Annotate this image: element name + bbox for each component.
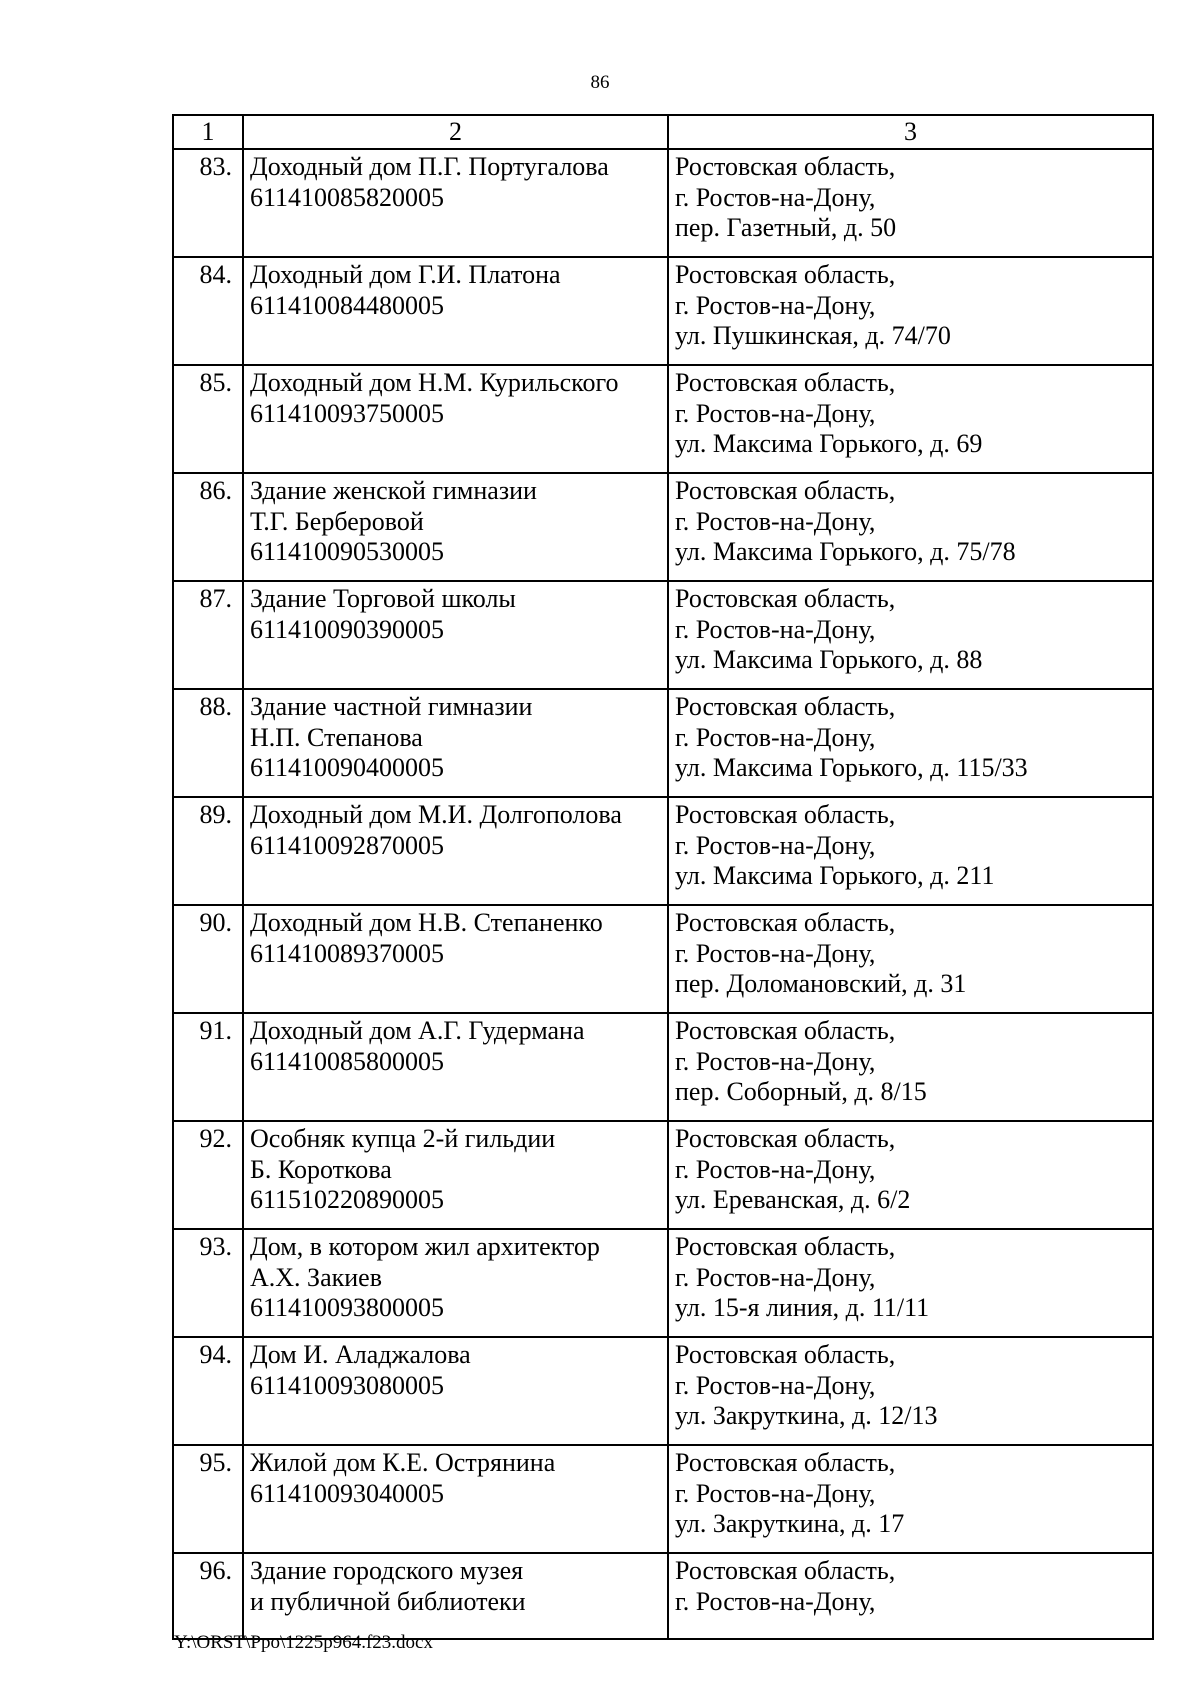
object-address-cell — [668, 905, 1153, 1013]
object-address-line: Ростовская область, — [675, 1556, 896, 1585]
page-number: 86 — [590, 72, 610, 93]
object-name-line: Дом И. Аладжалова — [250, 1340, 471, 1369]
object-name-line: Здание Торговой школы — [250, 584, 516, 613]
object-name-line: 611410093080005 — [250, 1370, 445, 1400]
row-number: 93. — [173, 1229, 243, 1337]
object-name-line: 611410085800005 — [250, 1046, 445, 1076]
table-header-row — [173, 115, 1153, 149]
object-address-line: Ростовская область, — [675, 1448, 896, 1477]
object-address-line: ул. Закруткина, д. 17 — [675, 1509, 905, 1538]
objects-table — [172, 114, 1154, 1640]
object-address-line: г. Ростов-на-Дону, — [675, 182, 876, 212]
object-name-line: Здание женской гимназии — [250, 476, 537, 505]
object-address-line: ул. Максима Горького, д. 211 — [675, 861, 995, 890]
object-name-line: А.Х. Закиев — [250, 1262, 382, 1292]
object-name-cell — [243, 365, 668, 473]
object-address-line: г. Ростов-на-Дону, — [675, 938, 876, 968]
object-name-cell — [243, 1337, 668, 1445]
row-number: 85. — [173, 365, 243, 473]
table-row — [173, 1553, 1153, 1639]
table-row — [173, 1013, 1153, 1121]
object-name-cell — [243, 149, 668, 257]
row-number: 88. — [173, 689, 243, 797]
row-number: 83. — [173, 149, 243, 257]
table-row — [173, 365, 1153, 473]
object-name-line: Дом, в котором жил архитектор — [250, 1232, 600, 1261]
footer-file-path: Y:\ORST\Ppo\1225p964.f23.docx — [174, 1632, 433, 1653]
object-address-line: г. Ростов-на-Дону, — [675, 1154, 876, 1184]
object-address-line: Ростовская область, — [675, 1124, 896, 1153]
object-address-line: Ростовская область, — [675, 692, 896, 721]
object-name-line: Здание частной гимназии — [250, 692, 533, 721]
object-name-line: Здание городского музея — [250, 1556, 524, 1585]
object-name-cell — [243, 689, 668, 797]
object-address-line: ул. Максима Горького, д. 88 — [675, 645, 983, 674]
object-name-line: Доходный дом Н.М. Курильского — [250, 368, 619, 397]
object-name-line: 611410090530005 — [250, 537, 445, 566]
object-name-cell — [243, 1229, 668, 1337]
row-number: 86. — [173, 473, 243, 581]
object-name-cell — [243, 581, 668, 689]
object-address-line: г. Ростов-на-Дону, — [675, 290, 876, 320]
object-name-line: Доходный дом Г.И. Платона — [250, 260, 561, 289]
object-address-line: ул. Пушкинская, д. 74/70 — [675, 321, 951, 350]
object-name-cell — [243, 1013, 668, 1121]
table-row — [173, 905, 1153, 1013]
object-name-line: Жилой дом К.Е. Острянина — [250, 1448, 556, 1477]
row-number: 84. — [173, 257, 243, 365]
object-address-line: г. Ростов-на-Дону, — [675, 1370, 876, 1400]
object-address-cell — [668, 1553, 1153, 1639]
object-address-line: Ростовская область, — [675, 1016, 896, 1045]
object-address-line: г. Ростов-на-Дону, — [675, 1478, 876, 1508]
object-name-cell — [243, 1553, 668, 1639]
header-cell-2: 2 — [243, 115, 668, 149]
object-address-line: ул. Максима Горького, д. 69 — [675, 429, 983, 458]
table-row — [173, 257, 1153, 365]
object-address-cell — [668, 1337, 1153, 1445]
object-name-cell — [243, 257, 668, 365]
object-address-line: ул. Закруткина, д. 12/13 — [675, 1401, 938, 1430]
object-address-cell — [668, 581, 1153, 689]
table-row — [173, 149, 1153, 257]
table-row — [173, 689, 1153, 797]
object-address-cell — [668, 257, 1153, 365]
row-number: 94. — [173, 1337, 243, 1445]
object-name-cell — [243, 797, 668, 905]
object-name-cell — [243, 1445, 668, 1553]
object-name-line: 611410093040005 — [250, 1478, 445, 1508]
object-name-line: 611410090390005 — [250, 614, 445, 644]
object-address-line: пер. Газетный, д. 50 — [675, 213, 897, 242]
object-address-line: г. Ростов-на-Дону, — [675, 1262, 876, 1292]
header-cell-3: 3 — [668, 115, 1153, 149]
object-address-line: г. Ростов-на-Дону, — [675, 1046, 876, 1076]
table-row — [173, 1445, 1153, 1553]
header-cell-1: 1 — [173, 115, 243, 149]
object-address-line: ул. Максима Горького, д. 75/78 — [675, 537, 1016, 566]
table-row — [173, 1337, 1153, 1445]
object-address-line: ул. Ереванская, д. 6/2 — [675, 1185, 911, 1214]
object-address-line: Ростовская область, — [675, 152, 896, 181]
object-address-cell — [668, 797, 1153, 905]
object-address-cell — [668, 1121, 1153, 1229]
object-name-cell — [243, 1121, 668, 1229]
object-address-line: Ростовская область, — [675, 908, 896, 937]
object-address-line: г. Ростов-на-Дону, — [675, 1586, 876, 1616]
object-name-line: Доходный дом П.Г. Португалова — [250, 152, 609, 181]
object-name-line: Н.П. Степанова — [250, 722, 423, 752]
object-address-line: ул. 15-я линия, д. 11/11 — [675, 1293, 930, 1322]
row-number: 95. — [173, 1445, 243, 1553]
object-address-line: Ростовская область, — [675, 800, 896, 829]
object-name-line: Т.Г. Берберовой — [250, 506, 424, 536]
object-address-line: г. Ростов-на-Дону, — [675, 614, 876, 644]
object-address-line: пер. Соборный, д. 8/15 — [675, 1077, 927, 1106]
row-number: 91. — [173, 1013, 243, 1121]
object-name-line: и публичной библиотеки — [250, 1586, 526, 1616]
object-address-line: ул. Максима Горького, д. 115/33 — [675, 753, 1028, 782]
row-number: 89. — [173, 797, 243, 905]
object-address-line: Ростовская область, — [675, 584, 896, 613]
row-number: 87. — [173, 581, 243, 689]
object-address-line: Ростовская область, — [675, 260, 896, 289]
object-name-line: 611410090400005 — [250, 753, 445, 782]
object-name-cell — [243, 473, 668, 581]
object-address-line: г. Ростов-на-Дону, — [675, 506, 876, 536]
table-row — [173, 581, 1153, 689]
object-name-line: Б. Короткова — [250, 1154, 392, 1184]
object-name-line: Доходный дом А.Г. Гудермана — [250, 1016, 585, 1045]
object-address-cell — [668, 473, 1153, 581]
table-row — [173, 1121, 1153, 1229]
object-name-line: 611410092870005 — [250, 830, 445, 860]
object-name-line: 611410093800005 — [250, 1293, 445, 1322]
table-row — [173, 1229, 1153, 1337]
object-name-line: 611410093750005 — [250, 398, 445, 428]
object-address-cell — [668, 689, 1153, 797]
object-address-line: Ростовская область, — [675, 1340, 896, 1369]
object-name-line: 611410089370005 — [250, 938, 445, 968]
object-address-cell — [668, 1445, 1153, 1553]
object-address-line: пер. Доломановский, д. 31 — [675, 969, 967, 998]
object-name-line: Доходный дом М.И. Долгополова — [250, 800, 622, 829]
table-row — [173, 797, 1153, 905]
row-number: 92. — [173, 1121, 243, 1229]
object-address-cell — [668, 149, 1153, 257]
table-row — [173, 473, 1153, 581]
object-address-cell — [668, 1013, 1153, 1121]
object-name-cell — [243, 905, 668, 1013]
object-name-line: 611410084480005 — [250, 290, 445, 320]
object-address-line: г. Ростов-на-Дону, — [675, 398, 876, 428]
object-address-line: Ростовская область, — [675, 1232, 896, 1261]
object-address-line: г. Ростов-на-Дону, — [675, 722, 876, 752]
object-address-line: Ростовская область, — [675, 368, 896, 397]
object-name-line: Доходный дом Н.В. Степаненко — [250, 908, 603, 937]
object-name-line: 611410085820005 — [250, 182, 445, 212]
object-address-cell — [668, 1229, 1153, 1337]
object-address-cell — [668, 365, 1153, 473]
row-number: 96. — [173, 1553, 243, 1639]
row-number: 90. — [173, 905, 243, 1013]
object-name-line: Особняк купца 2-й гильдии — [250, 1124, 556, 1153]
object-address-line: Ростовская область, — [675, 476, 896, 505]
object-name-line: 611510220890005 — [250, 1185, 445, 1214]
object-address-line: г. Ростов-на-Дону, — [675, 830, 876, 860]
